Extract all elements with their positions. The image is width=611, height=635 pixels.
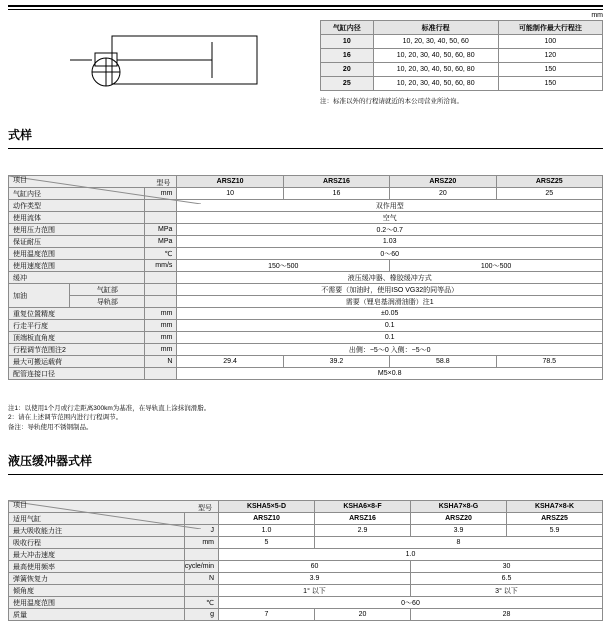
units-note: mm xyxy=(591,12,603,19)
row-unit xyxy=(145,212,177,224)
row-unit xyxy=(184,585,218,597)
model-header-2: ARSZ20 xyxy=(390,176,496,188)
section-divider-2 xyxy=(8,474,603,475)
row-label: 最大可搬运载荷 xyxy=(9,356,145,368)
stroke-value: 10, 20, 30, 40, 50, 60, 80 xyxy=(373,77,498,91)
row-label: 使用流体 xyxy=(9,212,145,224)
spec-row-fluid xyxy=(9,212,603,224)
cell-value: 58.8 xyxy=(390,356,496,368)
row-label: 行走平行度 xyxy=(9,320,145,332)
cell-value: 3.9 xyxy=(411,525,507,537)
note-line: 注1：以使用1个月或行走距离300km为基准，在导轨直上涂抹润滑脂。 xyxy=(8,405,211,412)
spec-row-speed xyxy=(9,260,603,272)
row-unit: mm xyxy=(145,308,177,320)
row-label: 使用压力范围 xyxy=(9,224,145,236)
row-unit: mm xyxy=(184,537,218,549)
row-label: 顶端板直角度 xyxy=(9,332,145,344)
model-header-0: ARSZ10 xyxy=(177,176,283,188)
cell-value: 3° 以下 xyxy=(411,585,603,597)
cell-value: 25 xyxy=(496,188,602,200)
row-unit: N xyxy=(145,356,177,368)
row-unit: MPa xyxy=(145,224,177,236)
row-label: 使用温度范围 xyxy=(9,597,185,609)
cell-value: ARSZ20 xyxy=(411,513,507,525)
shock-corner-cell xyxy=(9,501,219,513)
cell-value: 液压缓冲器、橡胶缓冲方式 xyxy=(177,272,603,284)
cell-value: 0.1 xyxy=(177,332,603,344)
spec-table xyxy=(8,175,603,380)
row-unit: mm xyxy=(145,332,177,344)
model-header-3: ARSZ25 xyxy=(496,176,602,188)
cell-value: 8 xyxy=(315,537,603,549)
cell-value: 出侧：−5～0 入侧：−5～0 xyxy=(177,344,603,356)
cell-value: 30 xyxy=(411,561,603,573)
shock-row-tilt-angle xyxy=(9,585,603,597)
spec-row-max-load xyxy=(9,356,603,368)
row-unit: mm xyxy=(145,188,177,200)
cell-value: 20 xyxy=(315,609,411,621)
cell-value: 2.9 xyxy=(315,525,411,537)
cell-value: 60 xyxy=(219,561,411,573)
shock-header-row xyxy=(9,501,603,513)
spec-notes xyxy=(8,404,408,432)
row-label: 使用温度范围 xyxy=(9,248,145,260)
row-label: 倾角度 xyxy=(9,585,185,597)
cylinder-diagram xyxy=(40,26,270,96)
cell-value: 1.0 xyxy=(219,525,315,537)
row-unit: J xyxy=(184,525,218,537)
row-label: 使用速度范围 xyxy=(9,260,145,272)
cell-value: 6.5 xyxy=(411,573,603,585)
max-stroke-value: 100 xyxy=(498,35,602,49)
shock-row-max-impact-speed xyxy=(9,549,603,561)
cell-value: 7 xyxy=(219,609,315,621)
col-header-bore: 气缸内径 xyxy=(321,21,374,35)
note-line: 备注：导轨使用不锈钢制品。 xyxy=(8,423,93,431)
row-unit: mm xyxy=(145,344,177,356)
row-label: 配管连接口径 xyxy=(9,368,145,380)
col-header-max-stroke: 可能制作最大行程注 xyxy=(498,21,602,35)
shock-model-header-1: KSHA6×8-F xyxy=(315,501,411,513)
cell-value: 0～60 xyxy=(219,597,603,609)
cell-value: 需要（锂皂基润滑油脂）注1 xyxy=(177,296,603,308)
row-unit: mm/s xyxy=(145,260,177,272)
row-unit: ℃ xyxy=(145,248,177,260)
model-header-1: ARSZ16 xyxy=(283,176,389,188)
stroke-value: 10, 20, 30, 40, 50, 60, 80 xyxy=(373,63,498,77)
cell-value: M5×0.8 xyxy=(177,368,603,380)
spec-row-perpendicularity xyxy=(9,332,603,344)
stroke-value: 10, 20, 30, 40, 50, 60 xyxy=(373,35,498,49)
bore-value: 20 xyxy=(321,63,374,77)
row-sublabel: 气缸部 xyxy=(70,284,145,296)
shock-absorber-table xyxy=(8,500,603,621)
shock-row-max-frequency xyxy=(9,561,603,573)
corner-label-model: 型号 xyxy=(198,505,212,512)
row-unit xyxy=(145,296,177,308)
max-stroke-value: 150 xyxy=(498,77,602,91)
bore-value: 25 xyxy=(321,77,374,91)
row-label: 弹簧恢复力 xyxy=(9,573,185,585)
cell-value: 150～500 xyxy=(177,260,390,272)
top-rule-thick xyxy=(8,5,603,7)
row-label: 最大吸收能力注 xyxy=(9,525,185,537)
shock-model-header-0: KSHA5×5-D xyxy=(219,501,315,513)
row-label: 行程调节范围注2 xyxy=(9,344,145,356)
cell-value: 29.4 xyxy=(177,356,283,368)
col-header-stroke: 标准行程 xyxy=(373,21,498,35)
shock-row-absorption-stroke xyxy=(9,537,603,549)
row-unit: mm xyxy=(145,320,177,332)
cell-value: ARSZ10 xyxy=(219,513,315,525)
spec-row-pressure-range xyxy=(9,224,603,236)
cell-value: 3.9 xyxy=(219,573,411,585)
table-row xyxy=(321,77,603,91)
shock-row-spring-force xyxy=(9,573,603,585)
cell-value: 0～60 xyxy=(177,248,603,260)
spec-row-cushion xyxy=(9,272,603,284)
cell-value: 0.1 xyxy=(177,320,603,332)
table-row xyxy=(321,63,603,77)
spec-row-repeatability xyxy=(9,308,603,320)
spec-row-proof-pressure xyxy=(9,236,603,248)
spec-row-parallelism xyxy=(9,320,603,332)
corner-label-model: 型号 xyxy=(156,180,171,187)
cell-value: 10 xyxy=(177,188,283,200)
cell-value: 空气 xyxy=(177,212,603,224)
spec-header-row xyxy=(9,176,603,188)
row-unit xyxy=(145,368,177,380)
row-label: 加油 xyxy=(9,284,70,308)
cell-value: 16 xyxy=(283,188,389,200)
row-label: 重复位置精度 xyxy=(9,308,145,320)
spec-row-port-size xyxy=(9,368,603,380)
row-label: 质量 xyxy=(9,609,185,621)
cell-value: 双作用型 xyxy=(177,200,603,212)
row-label: 缓冲 xyxy=(9,272,145,284)
row-label: 气缸内径 xyxy=(9,188,145,200)
stroke-table-note: 注：标准以外的行程请就近的本公司营业所洽询。 xyxy=(320,98,463,105)
row-sublabel: 导轨部 xyxy=(70,296,145,308)
spec-row-lubrication-cylinder xyxy=(9,284,603,296)
note-line: 2：请在上述调节范围内进行行程调节。 xyxy=(8,414,123,422)
cell-value: 78.5 xyxy=(496,356,602,368)
cell-value: 5 xyxy=(219,537,315,549)
row-label: 最高使用频率 xyxy=(9,561,185,573)
bore-value: 16 xyxy=(321,49,374,63)
table-row xyxy=(321,49,603,63)
section-title-spec: 式样 xyxy=(8,128,33,142)
spec-row-stroke-adjust xyxy=(9,344,603,356)
spec-corner-cell xyxy=(9,176,177,188)
row-unit: ℃ xyxy=(184,597,218,609)
row-label: 最大冲击速度 xyxy=(9,549,185,561)
spec-row-lubrication-guide xyxy=(9,296,603,308)
cell-value: 不需要（加油时，使用ISO VG32的同等品） xyxy=(177,284,603,296)
top-rule-thin xyxy=(8,9,603,10)
cell-value: ±0.05 xyxy=(177,308,603,320)
row-unit: g xyxy=(184,609,218,621)
cell-value: 5.9 xyxy=(507,525,603,537)
cell-value: 20 xyxy=(390,188,496,200)
section-title-shock: 液压缓冲器式样 xyxy=(8,454,93,468)
spec-row-temperature xyxy=(9,248,603,260)
cell-value: ARSZ16 xyxy=(315,513,411,525)
cell-value: 1.03 xyxy=(177,236,603,248)
row-unit: MPa xyxy=(145,236,177,248)
row-unit: N xyxy=(184,573,218,585)
corner-label-item: 项目 xyxy=(13,177,27,184)
row-label: 动作类型 xyxy=(9,200,145,212)
cell-value: 100～500 xyxy=(390,260,603,272)
row-label: 吸收行程 xyxy=(9,537,185,549)
shock-model-header-2: KSHA7×8-G xyxy=(411,501,507,513)
shock-row-temperature xyxy=(9,597,603,609)
table-row xyxy=(321,35,603,49)
table-header-row xyxy=(321,21,603,35)
row-label: 适用气缸 xyxy=(9,513,185,525)
bore-value: 10 xyxy=(321,35,374,49)
cell-value: 1.0 xyxy=(219,549,603,561)
row-unit: cycle/min xyxy=(184,561,218,573)
row-unit xyxy=(184,549,218,561)
shock-model-header-3: KSHA7×8-K xyxy=(507,501,603,513)
cell-value: 1° 以下 xyxy=(219,585,411,597)
stroke-value: 10, 20, 30, 40, 50, 60, 80 xyxy=(373,49,498,63)
cell-value: 28 xyxy=(411,609,603,621)
cell-value: 0.2～0.7 xyxy=(177,224,603,236)
cell-value: 39.2 xyxy=(283,356,389,368)
section-divider-1 xyxy=(8,148,603,149)
shock-row-mass xyxy=(9,609,603,621)
max-stroke-value: 150 xyxy=(498,63,602,77)
row-label: 保证耐压 xyxy=(9,236,145,248)
cell-value: ARSZ25 xyxy=(507,513,603,525)
row-unit xyxy=(145,272,177,284)
row-unit xyxy=(145,284,177,296)
stroke-table xyxy=(320,20,603,91)
corner-label-item: 项目 xyxy=(13,502,27,509)
max-stroke-value: 120 xyxy=(498,49,602,63)
